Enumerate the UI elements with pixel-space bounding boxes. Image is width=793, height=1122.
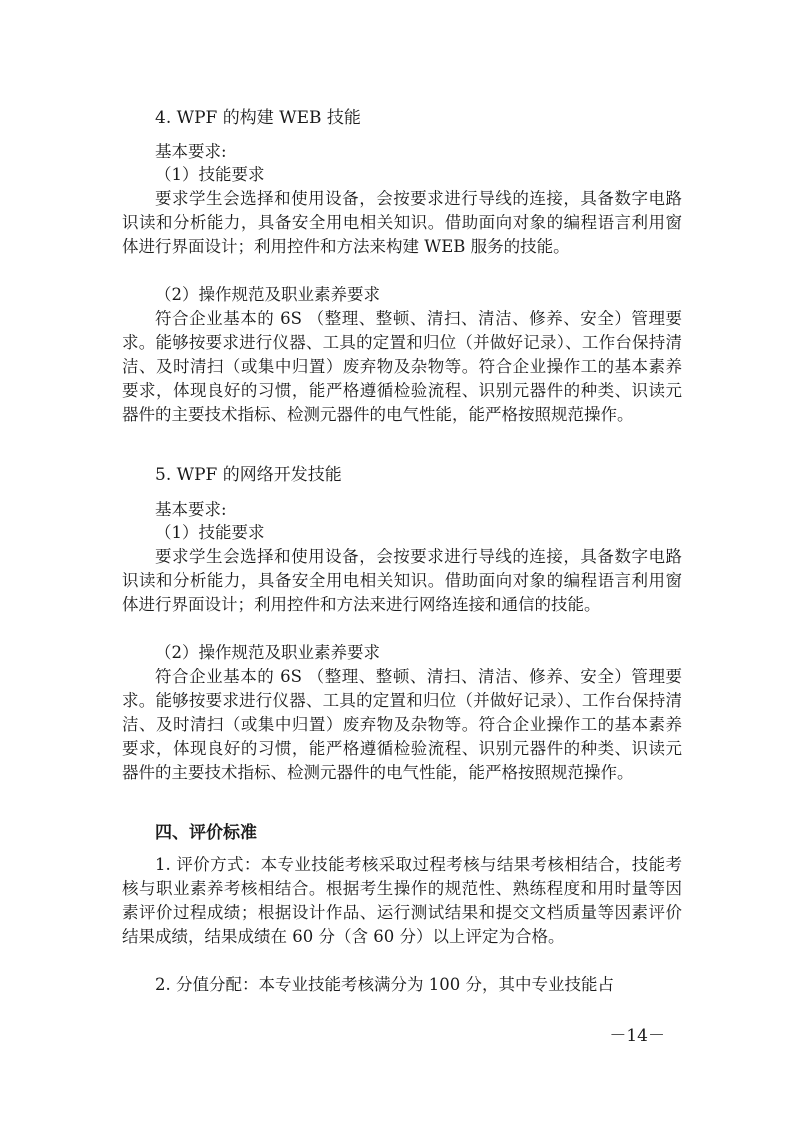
section-5-skill-requirements-title: （1）技能要求 [155, 523, 265, 542]
section-4-heading: 4. WPF 的构建 WEB 技能 [155, 108, 361, 128]
section-5-basic-requirements: 基本要求: [155, 500, 227, 519]
evaluation-heading: 四、评价标准 [155, 823, 257, 843]
score-distribution-text: 2. 分值分配：本专业技能考核满分为 100 分，其中专业技能占 [155, 975, 614, 994]
section-5-skill-requirements-text: 要求学生会选择和使用设备，会按要求进行导线的连接，具备数字电路识读和分析能力，具备安全用电相关知识。借助面向对象的编程语言利用窗体进行界面设计；利用控件和方法来进行网络连接和通信的技能。 [122, 547, 682, 614]
section-5-conduct-title: （2）操作规范及职业素养要求 [155, 643, 380, 662]
section-5-conduct-text: 符合企业基本的 6S （整理、整顿、清扫、清洁、修养、安全）管理要求。能够按要求进行仪器、工具的定置和归位（并做好记录）、工作台保持清洁、及时清扫（或集中归置）废弃物及杂物等。符合企业操作工的基本素养要求，体现良好的习惯，能严格遵循检验流程、识别元器件的种类、识读元器件的主要技术指标、检测元器件的电气性能，能严格按照规范操作。 [122, 667, 682, 782]
section-4-skill-requirements-title: （1）技能要求 [155, 165, 265, 184]
section-4-conduct-title: （2）操作规范及职业素养要求 [155, 285, 380, 304]
section-4-basic-requirements: 基本要求: [155, 142, 227, 161]
page-number: －14－ [609, 1026, 665, 1046]
section-4-skill-requirements-text: 要求学生会选择和使用设备，会按要求进行导线的连接，具备数字电路识读和分析能力，具备安全用电相关知识。借助面向对象的编程语言利用窗体进行界面设计；利用控件和方法来构建 WEB 服务的技能。 [122, 189, 682, 256]
evaluation-method-text: 1. 评价方式：本专业技能考核采取过程考核与结果考核相结合，技能考核与职业素养考核相结合。根据考生操作的规范性、熟练程度和用时量等因素评价过程成绩；根据设计作品、运行测试结果和提交文档质量等因素评价结果成绩，结果成绩在 60 分（含 60 分）以上评定为合格。 [122, 855, 682, 946]
section-5-heading: 5. WPF 的网络开发技能 [155, 465, 342, 485]
section-4-conduct-text: 符合企业基本的 6S （整理、整顿、清扫、清洁、修养、安全）管理要求。能够按要求进行仪器、工具的定置和归位（并做好记录）、工作台保持清洁、及时清扫（或集中归置）废弃物及杂物等。符合企业操作工的基本素养要求，体现良好的习惯，能严格遵循检验流程、识别元器件的种类、识读元器件的主要技术指标、检测元器件的电气性能，能严格按照规范操作。 [122, 309, 682, 424]
